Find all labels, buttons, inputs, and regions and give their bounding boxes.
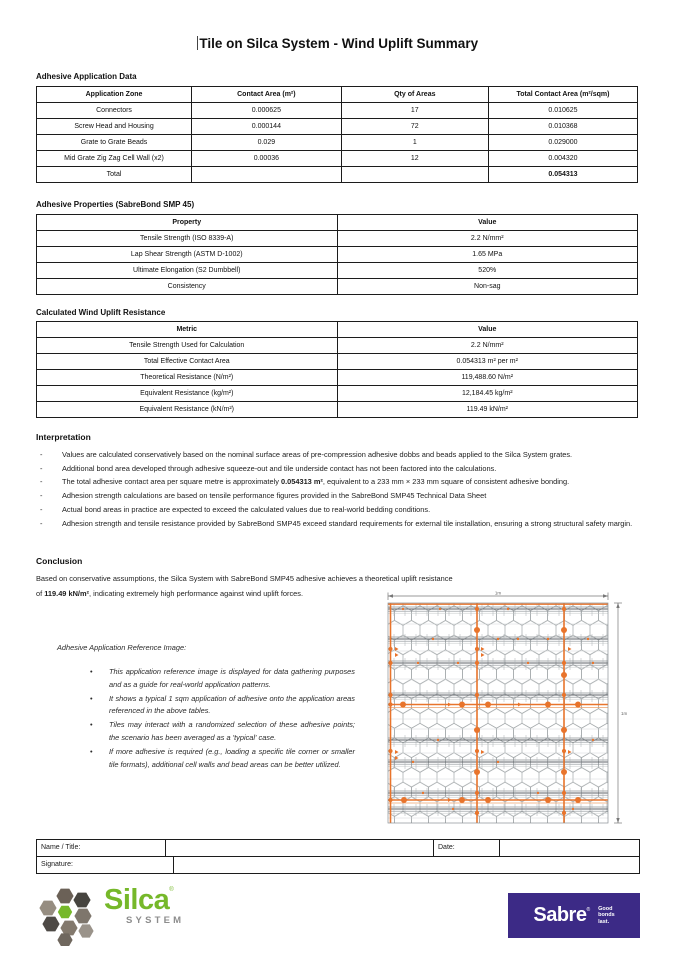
table-cell: 0.054313 m² per m² [337, 354, 638, 370]
table-cell: Equivalent Resistance (kN/m²) [37, 402, 338, 418]
conclusion-line: Based on conservative assumptions, the Silca System with SabreBond SMP45 adhesive achieves a theoretical uplift resistance [36, 574, 453, 583]
table-cell: Theoretical Resistance (N/m²) [37, 370, 338, 386]
name-title-label: Name / Title: [37, 840, 166, 856]
column-header: Application Zone [37, 87, 192, 103]
table-row [37, 247, 638, 263]
table-row [37, 119, 638, 135]
name-title-field[interactable] [166, 840, 434, 856]
list-item: • Tiles may interact with a randomized selection of these adhesive points; the scenario has been averaged as a 'typical' case. [109, 719, 355, 744]
table-row [37, 263, 638, 279]
table-header-row [37, 322, 638, 338]
page-title: Tile on Silca System - Wind Uplift Summary [0, 36, 675, 51]
interpretation-list [36, 448, 638, 530]
table-cell: 17 [341, 103, 488, 119]
table-row [37, 167, 638, 183]
column-header: Property [37, 215, 338, 231]
table-row [37, 386, 638, 402]
registered-mark: ® [586, 907, 591, 913]
table-row [37, 135, 638, 151]
table-cell: Grate to Grate Beads [37, 135, 192, 151]
table-cell: Total [37, 167, 192, 183]
table-cell: 0.010368 [488, 119, 637, 135]
table-cell: 0.00036 [192, 151, 342, 167]
sabre-logo [508, 893, 640, 938]
table-cell: Tensile Strength (ISO 8339-A) [37, 231, 338, 247]
section-heading-adhesive-properties: Adhesive Properties (SabreBond SMP 45) [36, 200, 195, 209]
column-header: Qty of Areas [341, 87, 488, 103]
sabre-tagline: Good bonds last. [598, 906, 615, 925]
table-cell: 0.000625 [192, 103, 342, 119]
table-row [37, 103, 638, 119]
table-cell: 0.029 [192, 135, 342, 151]
signature-field[interactable] [174, 857, 637, 873]
adhesive-application-table [36, 86, 638, 183]
table-cell: 12 [341, 151, 488, 167]
table-cell [192, 167, 342, 183]
list-item: • This application reference image is displayed for data gathering purposes and as a guide for real-world application patterns. [109, 666, 355, 691]
column-header: Metric [37, 322, 338, 338]
signature-label: Signature: [37, 857, 174, 873]
list-item: - Adhesion strength and tensile resistance provided by SabreBond SMP45 exceed standard requirements for external tile installation, ensuring a strong structural safety margin. [36, 517, 638, 530]
column-header: Total Contact Area (m²/sqm) [488, 87, 637, 103]
date-field[interactable] [500, 840, 637, 856]
silca-logo [38, 886, 184, 946]
section-heading-conclusion: Conclusion [36, 556, 83, 566]
reference-image-notes [57, 643, 371, 773]
table-cell: 2.2 N/mm² [337, 338, 638, 354]
table-cell: 119.49 kN/m² [337, 402, 638, 418]
section-heading-application-data: Adhesive Application Data [36, 72, 137, 81]
table-cell: Non-sag [337, 279, 638, 295]
table-header-row [37, 87, 638, 103]
list-item: - Adhesion strength calculations are based on tensile performance figures provided in the SabreBond SMP45 Technical Data Sheet [36, 489, 638, 502]
list-item: • It shows a typical 1 sqm application of adhesive onto the application areas referenced in the above tables. [109, 693, 355, 718]
dimension-line-right [614, 603, 628, 823]
registered-mark: ® [169, 887, 174, 893]
table-cell: 72 [341, 119, 488, 135]
table-cell: 1 [341, 135, 488, 151]
silca-hexagon-mark [38, 886, 98, 946]
adhesive-properties-table [36, 214, 638, 295]
table-cell: Tensile Strength Used for Calculation [37, 338, 338, 354]
table-row [37, 370, 638, 386]
table-cell: 520% [337, 263, 638, 279]
table-cell: 0.010625 [488, 103, 637, 119]
silca-wordmark: Silca® SYSTEM [104, 884, 185, 926]
grate-hex-mesh [388, 603, 608, 823]
list-item: - Actual bond areas in practice are expected to exceed the calculated values due to real-world bedding conditions. [36, 503, 638, 516]
table-row [37, 857, 639, 873]
table-cell: Screw Head and Housing [37, 119, 192, 135]
table-cell: 0.004320 [488, 151, 637, 167]
list-item: • If more adhesive is required (e.g., loading a specific tile corner or smaller tile formats), additional cell walls and bead areas can be better utilized. [109, 746, 355, 771]
table-cell: 12,184.45 kg/m² [337, 386, 638, 402]
dimension-label-height: 1m [621, 711, 628, 716]
sabre-wordmark: Sabre® [533, 904, 591, 926]
conclusion-line: of 119.49 kN/m², indicating extremely high performance against wind uplift forces. [36, 589, 304, 598]
dimension-label-width: 1m [494, 591, 502, 596]
table-cell: Connectors [37, 103, 192, 119]
signature-table [36, 839, 640, 874]
table-row [37, 354, 638, 370]
reference-heading: Adhesive Application Reference Image: [57, 643, 187, 652]
wind-uplift-resistance-table [36, 321, 638, 418]
list-item: - Additional bond area developed through adhesive squeeze-out and tile underside contact has not been factored into the calculations. [36, 462, 638, 475]
list-item: - Values are calculated conservatively based on the nominal surface areas of pre-compression adhesive dobbs and beads applied to the Silca System grates. [36, 448, 638, 461]
table-row [37, 151, 638, 167]
table-header-row [37, 215, 638, 231]
table-row [37, 840, 639, 857]
table-cell: 119,488.60 N/m² [337, 370, 638, 386]
table-cell: Total Effective Contact Area [37, 354, 338, 370]
table-row [37, 279, 638, 295]
table-row [37, 402, 638, 418]
table-cell: 0.029000 [488, 135, 637, 151]
table-cell: Equivalent Resistance (kg/m²) [37, 386, 338, 402]
section-heading-wind-uplift: Calculated Wind Uplift Resistance [36, 308, 166, 317]
table-cell: 2.2 N/mm² [337, 231, 638, 247]
table-cell: Lap Shear Strength (ASTM D-1002) [37, 247, 338, 263]
column-header: Value [337, 322, 638, 338]
table-row [37, 338, 638, 354]
list-item: - The total adhesive contact area per square metre is approximately 0.054313 m², equivalent to a 233 mm × 233 mm square of consistent adhesive bonding. [36, 475, 638, 488]
table-cell: 0.054313 [488, 167, 637, 183]
table-cell: Mid Grate Zig Zag Cell Wall (x2) [37, 151, 192, 167]
table-cell: Consistency [37, 279, 338, 295]
table-cell [341, 167, 488, 183]
table-cell: 1.65 MPa [337, 247, 638, 263]
table-cell: Ultimate Elongation (S2 Dumbbell) [37, 263, 338, 279]
column-header: Value [337, 215, 638, 231]
table-row [37, 231, 638, 247]
date-label: Date: [434, 840, 500, 856]
adhesive-application-diagram [386, 591, 634, 831]
section-heading-interpretation: Interpretation [36, 432, 91, 442]
table-cell: 0.000144 [192, 119, 342, 135]
dimension-line-top [388, 591, 608, 600]
column-header: Contact Area (m²) [192, 87, 342, 103]
